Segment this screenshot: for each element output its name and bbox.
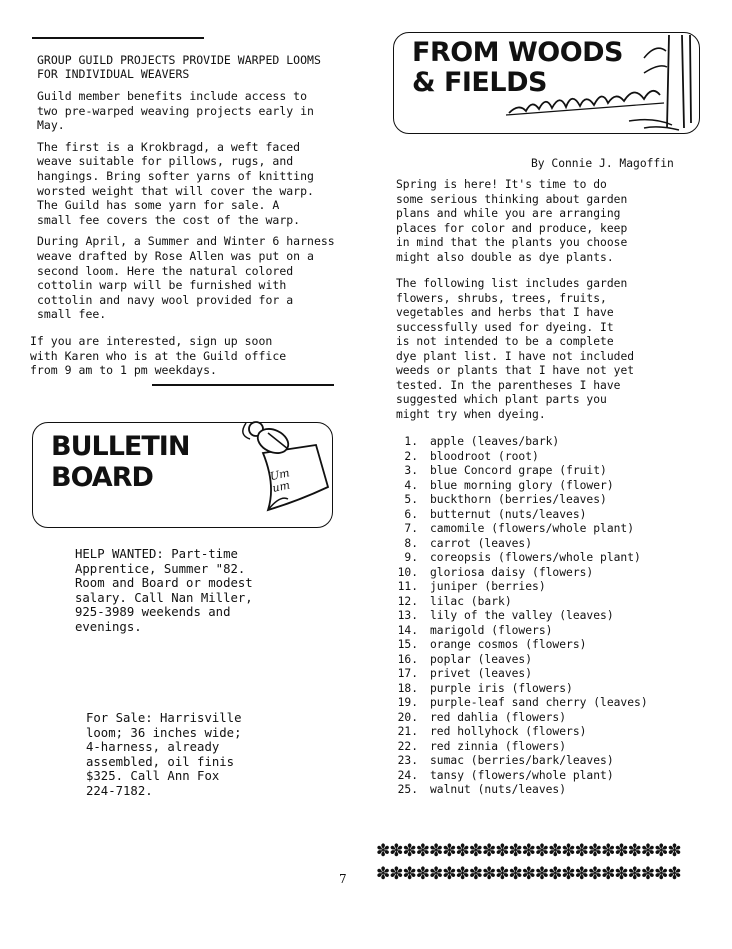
text-line: cottolin warp will be furnished with: [37, 278, 287, 293]
plant-list-item: [386, 537, 716, 552]
plant-number: 2.: [404, 449, 418, 463]
plant-list-item: [386, 508, 716, 523]
text-line: During April, a Summer and Winter 6 harness: [37, 234, 335, 249]
pushpin-note-icon: [228, 415, 338, 515]
text-line: weave drafted by Rose Allen was put on a: [37, 248, 314, 263]
plant-number: 19.: [397, 696, 418, 709]
text-line: Room and Board or modest: [75, 576, 253, 590]
plant-text: bloodroot (root): [430, 449, 539, 463]
text-line: salary. Call Nan Miller,: [75, 590, 253, 605]
text-line: Spring is here! It's time to do: [396, 178, 607, 191]
intro-paragraph: [396, 178, 716, 265]
plant-list-item: [386, 522, 716, 537]
plant-list-item: [386, 624, 716, 639]
guild-paragraph-3: [37, 234, 357, 322]
text-line: loom; 36 inches wide;: [86, 725, 242, 740]
guild-heading-line: GROUP GUILD PROJECTS PROVIDE WARPED LOOMS: [37, 53, 321, 67]
plant-text: juniper (berries): [430, 580, 546, 593]
plant-text: buckthorn (berries/leaves): [430, 493, 607, 506]
plant-number: 11.: [397, 580, 418, 593]
plant-list-item: [386, 493, 716, 508]
plant-list-item: [386, 740, 716, 755]
plant-number: 4.: [404, 478, 418, 492]
plant-text: walnut (nuts/leaves): [430, 783, 567, 796]
note-scribble: Um um: [268, 466, 292, 495]
title-line: FROM WOODS: [412, 37, 623, 68]
plant-number: 25.: [397, 783, 418, 796]
text-line: cottolin and navy wool provided for a: [37, 292, 294, 307]
from-woods-fields-header: [393, 32, 700, 134]
plant-number: 21.: [397, 725, 418, 738]
byline: By Connie J. Magoffin: [531, 157, 674, 170]
plant-number: 17.: [397, 667, 418, 680]
plant-text: red hollyhock (flowers): [430, 725, 587, 738]
plant-number: 20.: [397, 710, 418, 724]
text-line: suggested which plant parts you: [396, 393, 607, 406]
text-line: second loom. Here the natural colored: [37, 263, 294, 278]
text-line: 925-3989 weekends and: [75, 605, 231, 619]
text-line: 224-7182.: [86, 783, 153, 798]
plant-number: 22.: [397, 739, 418, 753]
for-sale-ad: [86, 711, 241, 798]
guild-paragraph-2: [37, 140, 357, 228]
text-line: might also double as dye plants.: [396, 250, 614, 264]
text-line: dye plant list. I have not included: [396, 349, 635, 363]
text-line: from 9 am to 1 pm weekdays.: [30, 363, 217, 378]
plant-number: 1.: [404, 435, 418, 448]
text-line: some serious thinking about garden: [396, 192, 628, 206]
text-line: small fee.: [37, 307, 107, 322]
plant-text: camomile (flowers/whole plant): [430, 522, 635, 535]
woods-grass-icon: [494, 33, 699, 133]
plant-list-item: [386, 638, 716, 653]
title-line: & FIELDS: [412, 67, 547, 98]
title-line: BOARD: [51, 462, 153, 493]
plant-text: sumac (berries/bark/leaves): [430, 754, 614, 767]
plant-number: 14.: [397, 623, 418, 637]
text-line: HELP WANTED: Part-time: [75, 547, 238, 561]
plant-text: blue Concord grape (fruit): [430, 464, 607, 477]
decorative-border: ✽✽✽✽✽✽✽✽✽✽✽✽✽✽✽✽✽✽✽✽✽✽✽: [376, 864, 681, 884]
list-intro-paragraph: [396, 277, 716, 422]
plant-number: 24.: [397, 768, 418, 782]
plant-number: 7.: [404, 522, 418, 535]
text-line: with Karen who is at the Guild office: [30, 348, 287, 363]
guild-paragraph-1: [37, 89, 357, 133]
plant-text: privet (leaves): [430, 667, 533, 680]
text-line: Apprentice, Summer "82.: [75, 561, 246, 576]
plant-text: butternut (nuts/leaves): [430, 507, 587, 521]
plant-text: purple-leaf sand cherry (leaves): [430, 696, 648, 709]
plant-text: purple iris (flowers): [430, 681, 573, 695]
plant-text: apple (leaves/bark): [430, 435, 560, 448]
guild-heading: [37, 53, 357, 81]
guild-heading-line: FOR INDIVIDUAL WEAVERS: [37, 67, 190, 81]
plant-list-item: [386, 769, 716, 784]
plant-number: 8.: [404, 536, 418, 550]
text-line: hangings. Bring softer yarns of knitting: [37, 168, 314, 183]
plant-number: 12.: [397, 594, 418, 608]
text-line: weeds or plants that I have not yet: [396, 364, 635, 377]
text-line: worsted weight that will cover the warp.: [37, 183, 314, 198]
plant-list-item: [386, 435, 716, 450]
plant-number: 13.: [397, 609, 418, 622]
plant-text: red zinnia (flowers): [430, 739, 567, 753]
plant-list-item: [386, 653, 716, 668]
plant-text: lily of the valley (leaves): [430, 609, 614, 622]
text-line: weave suitable for pillows, rugs, and: [37, 154, 294, 169]
plant-text: blue morning glory (flower): [430, 478, 614, 492]
plant-number: 10.: [397, 565, 418, 579]
text-line: assembled, oil finis: [86, 754, 235, 769]
plant-text: poplar (leaves): [430, 652, 533, 666]
plant-list-item: [386, 551, 716, 566]
text-line: For Sale: Harrisville: [86, 711, 242, 725]
text-line: might try when dyeing.: [396, 407, 546, 421]
text-line: in mind that the plants you choose: [396, 236, 628, 249]
plant-number: 9.: [404, 551, 418, 564]
text-line: Guild member benefits include access to: [37, 89, 308, 103]
text-line: $325. Call Ann Fox: [86, 769, 220, 783]
plant-number: 23.: [397, 754, 418, 767]
plant-text: lilac (bark): [430, 594, 512, 608]
plant-text: gloriosa daisy (flowers): [430, 565, 594, 579]
help-wanted-ad: [75, 547, 253, 634]
plant-list-item: [386, 464, 716, 479]
plant-list-item: [386, 696, 716, 711]
text-line: places for color and produce, keep: [396, 221, 628, 235]
plant-list-item: [386, 580, 716, 595]
article-end-rule: [152, 384, 334, 386]
text-line: 4-harness, already: [86, 740, 220, 754]
plant-list-item: [386, 566, 716, 581]
bulletin-board-title: [51, 431, 189, 493]
plant-text: orange cosmos (flowers): [430, 638, 587, 651]
dye-plant-list: [386, 435, 716, 798]
plant-list-item: [386, 667, 716, 682]
text-line: The Guild has some yarn for sale. A: [37, 198, 280, 213]
woods-fields-article: [396, 178, 716, 274]
bulletin-board-header: [32, 422, 333, 528]
plant-number: 16.: [397, 652, 418, 666]
text-line: tested. In the parentheses I have: [396, 378, 621, 392]
text-line: vegetables and herbs that I have: [396, 306, 614, 319]
plant-number: 5.: [404, 493, 418, 506]
plant-list-item: [386, 725, 716, 740]
plant-number: 18.: [397, 681, 418, 695]
text-line: If you are interested, sign up soon: [30, 334, 273, 348]
text-line: flowers, shrubs, trees, fruits,: [396, 291, 607, 305]
plant-text: red dahlia (flowers): [430, 710, 567, 724]
plant-list-item: [386, 783, 716, 798]
text-line: plans and while you are arranging: [396, 207, 621, 220]
guild-signup-paragraph: [30, 334, 350, 378]
plant-number: 3.: [404, 464, 418, 477]
plant-list-item: [386, 479, 716, 494]
plant-list-item: [386, 595, 716, 610]
text-line: evenings.: [75, 619, 142, 634]
plant-text: carrot (leaves): [430, 536, 533, 550]
plant-text: coreopsis (flowers/whole plant): [430, 551, 641, 564]
page-number: 7: [339, 872, 347, 886]
plant-list-item: [386, 754, 716, 769]
text-line: two pre-warped weaving projects early in: [37, 103, 314, 118]
text-line: May.: [37, 118, 65, 133]
text-line: The first is a Krokbragd, a weft faced: [37, 139, 301, 154]
plant-list-item: [386, 711, 716, 726]
top-rule: [32, 37, 204, 39]
plant-list-item: [386, 682, 716, 697]
guild-article: [37, 53, 357, 329]
text-line: successfully used for dyeing. It: [396, 320, 614, 334]
text-line: The following list includes garden: [396, 277, 628, 290]
title-line: BULLETIN: [51, 431, 190, 462]
plant-list-item: [386, 609, 716, 624]
plant-list-item: [386, 450, 716, 465]
text-line: small fee covers the cost of the warp.: [37, 212, 301, 227]
text-line: is not intended to be a complete: [396, 335, 614, 348]
plant-text: marigold (flowers): [430, 623, 553, 637]
plant-number: 15.: [397, 638, 418, 651]
plant-number: 6.: [404, 507, 418, 521]
decorative-border: ✽✽✽✽✽✽✽✽✽✽✽✽✽✽✽✽✽✽✽✽✽✽✽: [376, 841, 681, 861]
plant-text: tansy (flowers/whole plant): [430, 768, 614, 782]
